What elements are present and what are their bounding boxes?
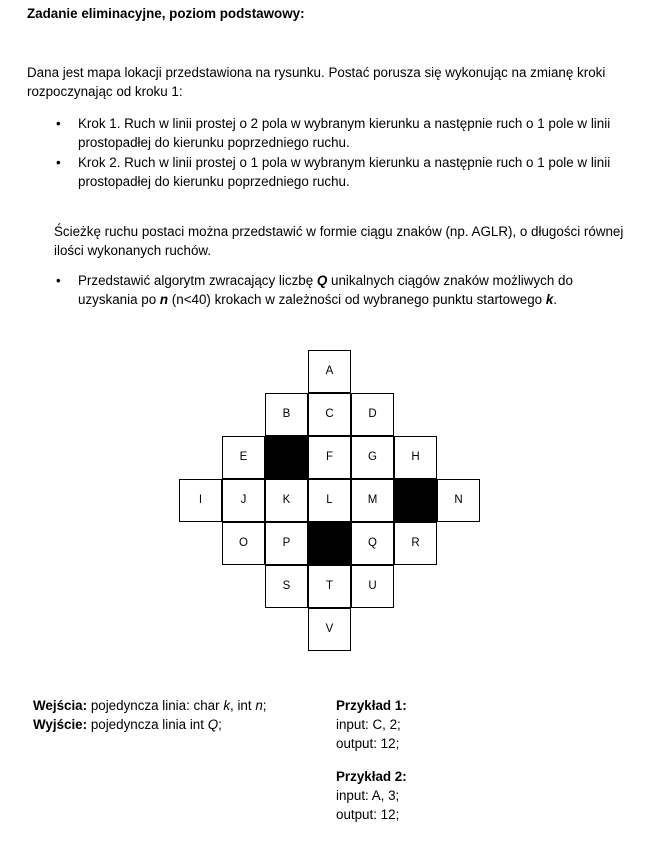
task-part-3: (n<40) krokach w zależności od wybranego punktu startowego: [168, 292, 546, 307]
map-cell-p: P: [265, 522, 308, 565]
input-n: n: [255, 698, 263, 713]
map-cell-l: L: [308, 479, 351, 522]
list-item: [56, 114, 636, 152]
map-cell-s: S: [265, 565, 308, 608]
task-part-4: .: [553, 292, 558, 307]
task-q: Q: [316, 273, 328, 288]
map-cell-o: O: [222, 522, 265, 565]
input-label: Wejścia:: [33, 698, 88, 713]
input-spec: [33, 696, 267, 715]
io-spec: [33, 696, 267, 734]
task-n: n: [159, 292, 169, 307]
input-text-a: pojedyncza linia: char: [87, 698, 224, 713]
map-cell-t: T: [308, 565, 351, 608]
map-cell-i: I: [179, 479, 222, 522]
example-title: Przykład 1:: [336, 698, 407, 713]
path-paragraph: Ścieżkę ruchu postaci można przedstawić w formie ciągu znaków (np. AGLR), o długości równej ilości wykonanych ruchów.: [54, 224, 624, 258]
intro-paragraph: Dana jest mapa lokacji przedstawiona na rysunku. Postać porusza się wykonując na zmianę kroki rozpoczynając od kroku 1:: [27, 65, 606, 99]
input-k: k: [223, 698, 231, 713]
map-cell-blocked: [394, 479, 437, 522]
map-cell-q: Q: [351, 522, 394, 565]
task-k: k: [545, 292, 554, 307]
output-text-a: pojedyncza linia int: [87, 717, 208, 732]
output-label: Wyjście:: [33, 717, 88, 732]
example-input: input: C, 2;: [336, 717, 401, 732]
output-q: Q: [207, 717, 219, 732]
map-cell-k: K: [265, 479, 308, 522]
map-cell-f: F: [308, 436, 351, 479]
map-cell-blocked: [265, 436, 308, 479]
input-text-c: ;: [262, 698, 267, 713]
task-part-2: unikalnych ciągów znaków możliwych do uzyskania po: [78, 273, 573, 307]
page-title: Zadanie eliminacyjne, poziom podstawowy:: [27, 6, 305, 21]
step-2-text: Krok 2. Ruch w linii prostej o 1 pola w wybranym kierunku a następnie ruch o 1 pole w linii prostopadłej do kierunku poprzedniego ruchu.: [78, 155, 611, 189]
map-cell-j: J: [222, 479, 265, 522]
example-1: [336, 696, 407, 753]
bullet-icon: •: [56, 155, 61, 170]
step-1-text: Krok 1. Ruch w linii prostej o 2 pola w wybranym kierunku a następnie ruch o 1 pole w linii prostopadłej do kierunku poprzedniego ruchu.: [78, 116, 611, 150]
output-text-b: ;: [218, 717, 222, 732]
map-cell-a: A: [308, 350, 351, 393]
task-part-1: Przedstawić algorytm zwracający liczbę: [78, 273, 317, 288]
map-cell-d: D: [351, 393, 394, 436]
example-title: Przykład 2:: [336, 769, 407, 784]
example-2: [336, 767, 407, 824]
list-item: [56, 153, 636, 191]
input-text-b: , int: [230, 698, 256, 713]
map-cell-e: E: [222, 436, 265, 479]
map-cell-u: U: [351, 565, 394, 608]
output-spec: [33, 715, 267, 734]
example-output: output: 12;: [336, 736, 400, 751]
map-cell-v: V: [308, 608, 351, 651]
map-cell-b: B: [265, 393, 308, 436]
map-cell-m: M: [351, 479, 394, 522]
list-item: [56, 271, 636, 309]
map-cell-c: C: [308, 393, 351, 436]
map-cell-blocked: [308, 522, 351, 565]
example-output: output: 12;: [336, 807, 400, 822]
map-cell-r: R: [394, 522, 437, 565]
map-cell-h: H: [394, 436, 437, 479]
map-cell-n: N: [437, 479, 480, 522]
example-input: input: A, 3;: [336, 788, 400, 803]
bullet-icon: •: [56, 116, 61, 131]
task-text: [78, 271, 636, 309]
map-cell-g: G: [351, 436, 394, 479]
bullet-icon: •: [56, 273, 61, 288]
